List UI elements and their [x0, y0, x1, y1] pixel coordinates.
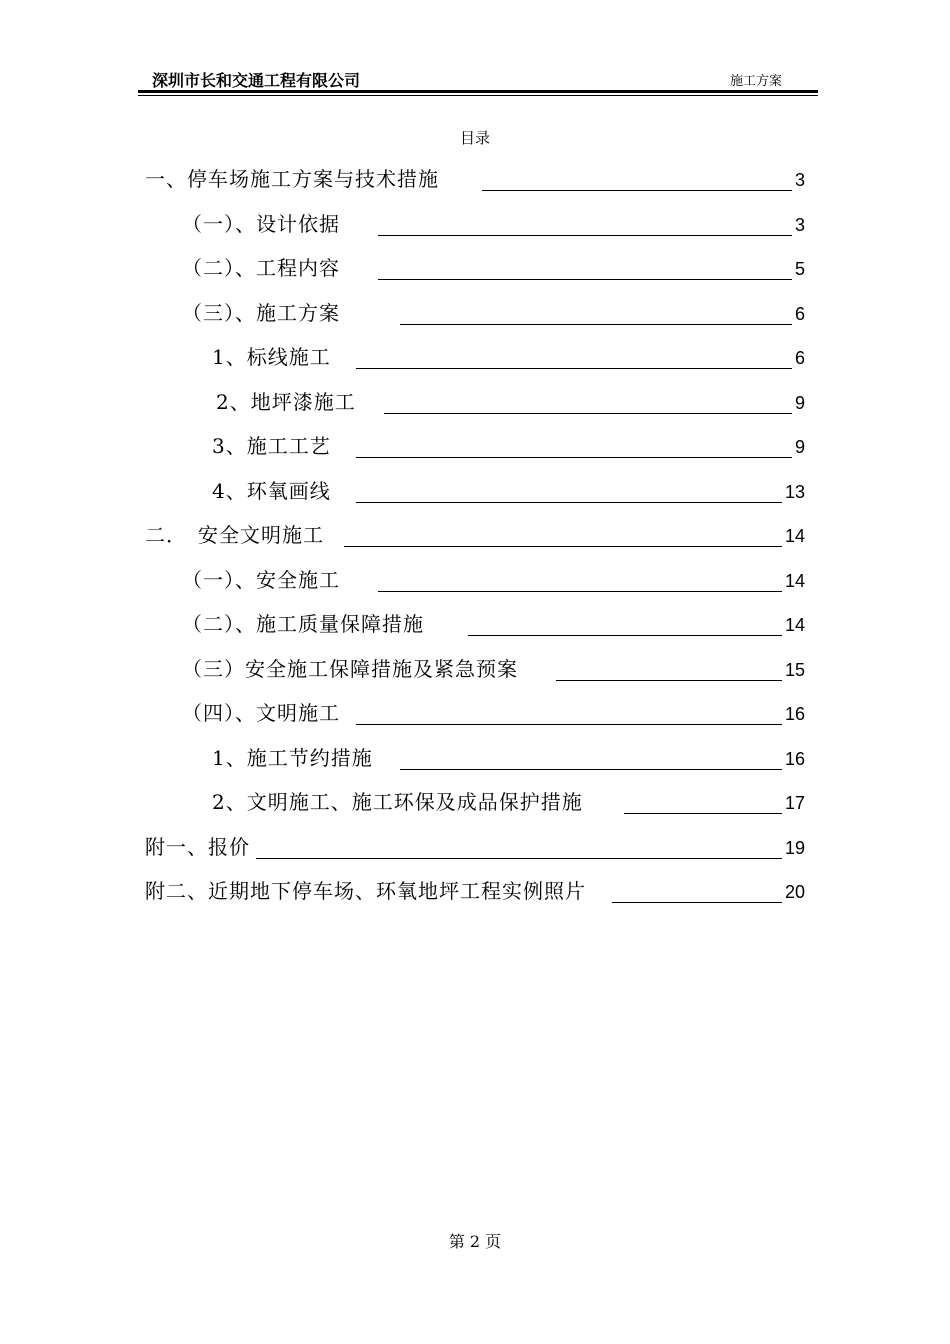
toc-entry-label: （三）、施工方案 [182, 301, 340, 325]
toc-entry-label: 附一、报价 [145, 835, 250, 859]
toc-leader-line [624, 813, 782, 814]
toc-leader-line [378, 591, 782, 592]
toc-entry[interactable] [0, 477, 950, 507]
toc-entry[interactable] [0, 699, 950, 729]
toc-leader-line [400, 324, 792, 325]
toc-leader-line [356, 502, 782, 503]
toc-entry-page: 9 [795, 437, 806, 457]
toc-leader-line [612, 902, 782, 903]
toc-entry-label: 2、文明施工、施工环保及成品保护措施 [212, 790, 583, 814]
toc-entry[interactable] [0, 655, 950, 685]
header-document-type: 施工方案 [729, 74, 782, 89]
toc-entry-page: 14 [785, 615, 806, 635]
toc-entry-page: 13 [785, 482, 806, 502]
toc-entry-page: 9 [795, 393, 806, 413]
toc-leader-line [482, 190, 792, 191]
toc-leader-line [356, 368, 792, 369]
toc-entry[interactable] [0, 165, 950, 195]
toc-entry[interactable] [0, 432, 950, 462]
toc-entry-page: 6 [795, 304, 806, 324]
toc-leader-line [468, 635, 782, 636]
toc-entry-label: 2、地坪漆施工 [216, 390, 356, 414]
toc-entry-label: 1、标线施工 [212, 345, 331, 369]
toc-entry-page: 14 [785, 571, 806, 591]
toc-entry-label: 二． 安全文明施工 [145, 523, 324, 547]
toc-entry-page: 17 [785, 793, 806, 813]
toc-entry[interactable] [0, 744, 950, 774]
toc-entry[interactable] [0, 788, 950, 818]
toc-entry[interactable] [0, 566, 950, 596]
toc-entry-label: （一）、安全施工 [182, 568, 340, 592]
toc-entry-label: （二）、施工质量保障措施 [182, 612, 424, 636]
toc-entry[interactable] [0, 610, 950, 640]
toc-entry[interactable] [0, 388, 950, 418]
toc-leader-line [400, 769, 782, 770]
toc-entry[interactable] [0, 299, 950, 329]
toc-entry-page: 3 [795, 170, 806, 190]
toc-leader-line [556, 680, 782, 681]
toc-entry-label: （三）安全施工保障措施及紧急预案 [182, 657, 518, 681]
toc-leader-line [344, 546, 782, 547]
toc-leader-line [378, 235, 792, 236]
toc-leader-line [256, 858, 782, 859]
toc-entry-page: 19 [785, 838, 806, 858]
toc-entry-label: 3、施工工艺 [212, 434, 331, 458]
toc-entry[interactable] [0, 833, 950, 863]
toc-entry[interactable] [0, 210, 950, 240]
toc-entry[interactable] [0, 343, 950, 373]
toc-entry-page: 16 [785, 749, 806, 769]
toc-entry-label: 4、环氧画线 [212, 479, 331, 503]
toc-entry-page: 20 [785, 882, 806, 902]
toc-entry[interactable] [0, 521, 950, 551]
toc-entry-page: 15 [785, 660, 806, 680]
toc-entry-page: 16 [785, 704, 806, 724]
toc-leader-line [378, 279, 792, 280]
toc-entry-label: （二）、工程内容 [182, 256, 340, 280]
toc-entry-label: 1、施工节约措施 [212, 746, 373, 770]
toc-entry-page: 6 [795, 348, 806, 368]
toc-title: 目录 [459, 129, 490, 147]
toc-entry-label: （一）、设计依据 [182, 212, 340, 236]
toc-entry-label: （四）、文明施工 [182, 701, 340, 725]
toc-entry[interactable] [0, 877, 950, 907]
toc-leader-line [356, 724, 782, 725]
toc-leader-line [356, 457, 792, 458]
toc-entry-label: 附二、近期地下停车场、环氧地坪工程实例照片 [145, 879, 586, 903]
toc-entry-page: 14 [785, 526, 806, 546]
toc-entry[interactable] [0, 254, 950, 284]
toc-leader-line [384, 413, 792, 414]
page-number: 第 2 页 [448, 1232, 502, 1251]
toc-entry-page: 5 [795, 259, 806, 279]
header-company-name: 深圳市长和交通工程有限公司 [152, 71, 361, 90]
toc-entry-page: 3 [795, 215, 806, 235]
toc-entry-label: 一、停车场施工方案与技术措施 [145, 167, 439, 191]
